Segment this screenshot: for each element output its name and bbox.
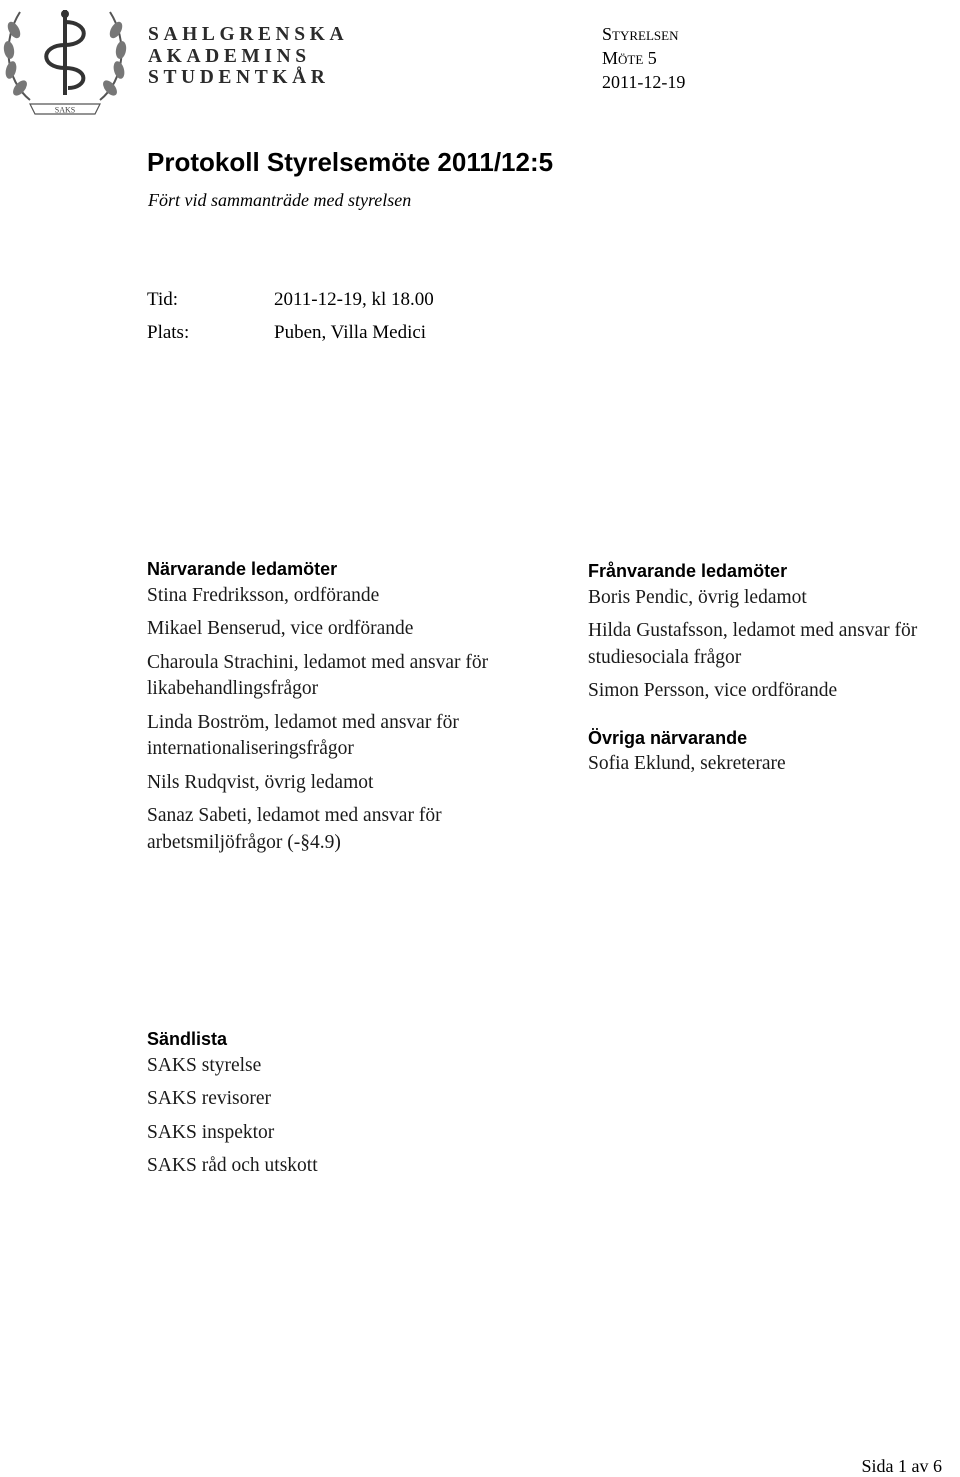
distribution-item: SAKS inspektor [147, 1121, 275, 1143]
others-heading: Övriga närvarande [588, 727, 748, 748]
org-name-line: AKADEMINS [148, 45, 311, 67]
distribution-item: SAKS revisorer [147, 1088, 272, 1109]
place-label: Plats: [147, 322, 190, 343]
distribution-item: SAKS råd och utskott [147, 1155, 318, 1176]
saks-seal-logo [0, 0, 130, 125]
member-entry: Boris Pendic, övrig ledamot [588, 586, 807, 608]
member-entry: Sofia Eklund, sekreterare [588, 753, 786, 774]
member-entry: Charoula Strachini, ledamot med ansvar för likabehandlingsfrågor [147, 651, 489, 699]
org-name-line: SAHLGRENSKA [148, 24, 349, 45]
time-label: Tid: [147, 289, 178, 310]
meta-board: Styrelsen [602, 24, 679, 44]
member-entry: Simon Persson, vice ordförande [588, 680, 838, 701]
distribution-item: SAKS styrelse [147, 1054, 262, 1076]
member-entry: Linda Boström, ledamot med ansvar för internationaliseringsfrågor [147, 711, 459, 759]
section-spacer [588, 705, 958, 725]
absent-heading: Frånvarande ledamöter [588, 561, 788, 581]
member-entry: Stina Fredriksson, ordförande [147, 584, 380, 606]
time-value: 2011-12-19, kl 18.00 [274, 289, 434, 310]
distribution-section [147, 1026, 527, 1180]
absent-members-section [588, 558, 958, 778]
member-entry: Nils Rudqvist, övrig ledamot [147, 771, 374, 793]
member-entry: Sanaz Sabeti, ledamot med ansvar för arbetsmiljöfrågor (-§4.9) [147, 805, 442, 853]
organization-name [148, 24, 348, 89]
document-title: Protokoll Styrelsemöte 2011/12:5 [147, 147, 554, 177]
distribution-heading: Sändlista [147, 1029, 228, 1049]
member-entry: Mikael Benserud, vice ordförande [147, 618, 414, 639]
meta-meeting: Möte 5 [602, 48, 657, 68]
document-meta [602, 22, 685, 94]
member-entry: Hilda Gustafsson, ledamot med ansvar för studiesociala frågor [588, 620, 918, 668]
svg-text:SAKS: SAKS [54, 105, 76, 115]
place-value: Puben, Villa Medici [274, 322, 427, 343]
org-name-line: STUDENTKÅR [148, 67, 330, 88]
page-number: Sida 1 av 6 [861, 1456, 942, 1476]
present-members-section [147, 556, 527, 856]
present-heading: Närvarande ledamöter [147, 559, 338, 579]
meta-date: 2011-12-19 [602, 72, 686, 92]
document-subtitle: Fört vid sammanträde med styrelsen [148, 190, 412, 210]
